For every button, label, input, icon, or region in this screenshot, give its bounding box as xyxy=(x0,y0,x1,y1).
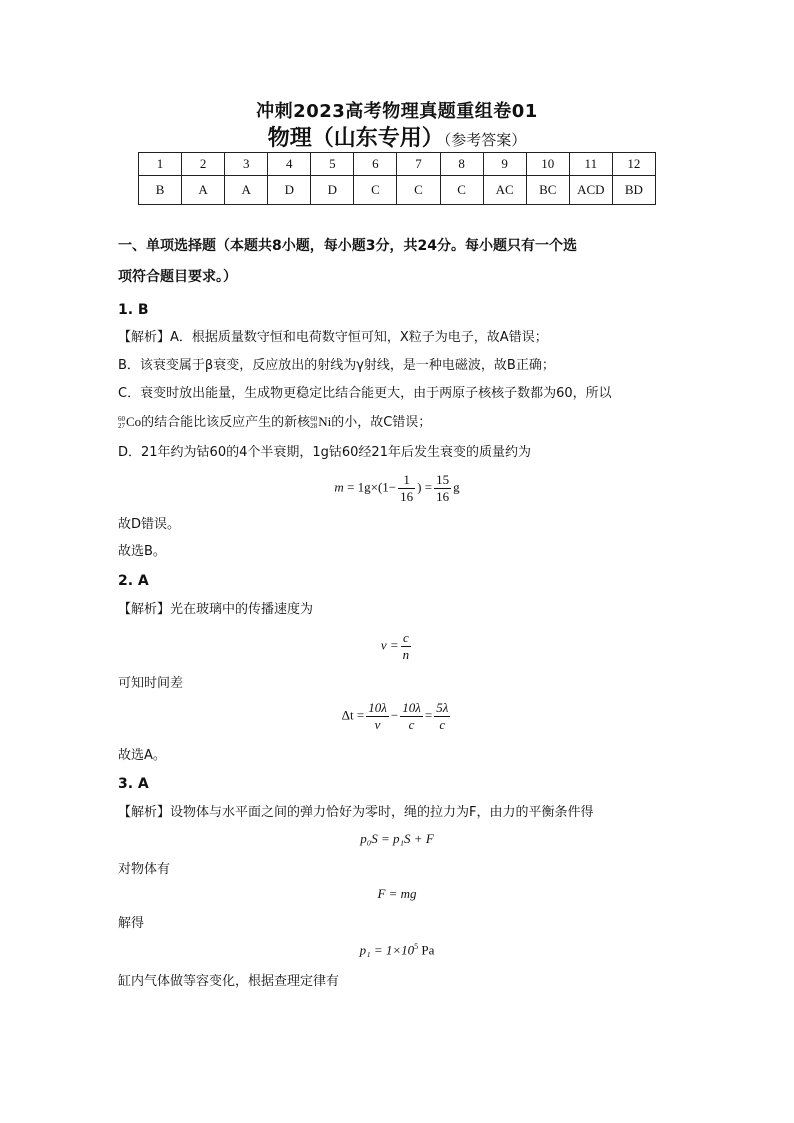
eq-unit: Pa xyxy=(418,942,435,958)
q2-analysis-line: 可知时间差 xyxy=(118,676,184,691)
fraction xyxy=(434,472,451,505)
answer-cell: C xyxy=(440,176,483,205)
q1-analysis-line: C．衰变时放出能量，生成物更稳定比结合能更大，由于两原子核核子数都为60，所以 xyxy=(118,386,612,401)
q2-choice: 故选A。 xyxy=(118,748,166,763)
fraction-denominator: 16 xyxy=(436,489,450,504)
answer-table-answer-row xyxy=(139,176,656,205)
q1-conclusion: 故D错误。 xyxy=(118,517,181,532)
answer-cell: C xyxy=(354,176,397,205)
q1-analysis-line: 【解析】A．根据质量数守恒和电荷数守恒可知，X粒子为电子，故A错误； xyxy=(118,330,548,345)
document-title: 冲刺2023高考物理真题重组卷01 xyxy=(256,101,538,122)
fraction-denominator: c xyxy=(439,717,446,732)
q3-analysis-line: 缸内气体做等容变化，根据查理定律有 xyxy=(118,974,340,989)
ni-atomic-number: 28 xyxy=(310,421,318,430)
answer-cell: A xyxy=(182,176,225,205)
q2-answer-number: 2. A xyxy=(118,573,149,589)
fraction-numerator: 10λ xyxy=(402,700,421,715)
q1-answer-number: 1. B xyxy=(118,302,149,318)
answer-cell: D xyxy=(311,176,354,205)
subject-title: 物理（山东专用） xyxy=(267,126,444,151)
nickel-nuclide xyxy=(310,412,331,433)
q1-analysis-line: D．21年约为钴60的4个半衰期，1g钴60经21年后发生衰变的质量约为 xyxy=(118,445,531,460)
fraction-numerator: 5λ xyxy=(436,700,449,715)
eq-exponent: 5 xyxy=(414,942,419,951)
eq-unit: g xyxy=(453,479,460,495)
section-heading-line1: 一、单项选择题（本题共8小题，每小题3分，共24分。每小题只有一个选 xyxy=(118,238,577,254)
fraction-numerator: 1 xyxy=(398,472,415,489)
answer-cell: BC xyxy=(526,176,569,205)
ni-symbol: Ni xyxy=(318,414,332,429)
answer-table-number-row xyxy=(139,153,656,176)
fraction-numerator: c xyxy=(401,630,412,647)
fraction xyxy=(400,700,423,733)
q2-equation-speed xyxy=(0,630,794,663)
answer-cell: A xyxy=(225,176,268,205)
ni-mass-number: 60 xyxy=(310,414,318,423)
eq-text: p₁ = 1×10 xyxy=(359,942,415,958)
answer-cell: C xyxy=(397,176,440,205)
fraction-denominator: v xyxy=(374,717,381,732)
question-number-cell: 10 xyxy=(526,153,569,176)
eq-text: = xyxy=(424,707,433,723)
q1-choice: 故选B。 xyxy=(118,544,166,559)
fraction xyxy=(366,700,389,733)
fraction-numerator: 15 xyxy=(436,472,450,487)
question-number-cell: 5 xyxy=(311,153,354,176)
q1-analysis-line-nuclides xyxy=(118,412,431,433)
eq-text: − xyxy=(390,707,399,723)
q3-answer-number: 3. A xyxy=(118,776,149,792)
co-mass-number: 60 xyxy=(118,414,125,423)
question-number-cell: 12 xyxy=(612,153,655,176)
q1-line4-end: 的小，故C错误； xyxy=(331,415,432,430)
eq-text: = 1g×(1− xyxy=(347,479,397,495)
question-number-cell: 9 xyxy=(483,153,526,176)
answer-key-label: （参考答案） xyxy=(443,131,527,149)
answer-table xyxy=(138,152,656,205)
q2-equation-time-difference xyxy=(0,700,794,733)
document-subtitle xyxy=(0,121,794,152)
answer-cell: AC xyxy=(483,176,526,205)
fraction-numerator: 10λ xyxy=(368,700,387,715)
question-number-cell: 11 xyxy=(569,153,612,176)
fraction xyxy=(434,700,450,733)
q1-equation xyxy=(0,472,794,505)
cobalt-nuclide xyxy=(118,412,141,433)
section-heading-line2: 项符合题目要求。） xyxy=(118,269,237,285)
q3-equation-pressure xyxy=(0,942,794,958)
co-symbol: Co xyxy=(126,414,142,429)
question-number-cell: 2 xyxy=(182,153,225,176)
q3-equation-weight: F = mg xyxy=(377,886,417,901)
eq-text: v = xyxy=(380,637,399,653)
q2-analysis-line: 【解析】光在玻璃中的传播速度为 xyxy=(118,602,314,617)
q3-analysis-line: 解得 xyxy=(118,916,145,931)
answer-cell: D xyxy=(268,176,311,205)
fraction-denominator: 16 xyxy=(400,489,414,504)
fraction xyxy=(401,630,412,663)
answer-cell: ACD xyxy=(569,176,612,205)
answer-cell: BD xyxy=(612,176,655,205)
question-number-cell: 4 xyxy=(268,153,311,176)
q3-analysis-line: 【解析】设物体与水平面之间的弹力恰好为零时，绳的拉力为F，由力的平衡条件得 xyxy=(118,805,594,820)
q3-analysis-line: 对物体有 xyxy=(118,862,171,877)
fraction xyxy=(398,472,415,505)
question-number-cell: 1 xyxy=(139,153,182,176)
fraction-denominator: n xyxy=(402,647,410,662)
q1-analysis-line: B．该衰变属于β衰变，反应放出的射线为γ射线，是一种电磁波，故B正确； xyxy=(118,358,555,373)
fraction-denominator: c xyxy=(408,717,415,732)
eq-var: m xyxy=(334,479,344,495)
question-number-cell: 6 xyxy=(354,153,397,176)
question-number-cell: 8 xyxy=(440,153,483,176)
question-number-cell: 3 xyxy=(225,153,268,176)
q1-line4-text: 的结合能比该反应产生的新核 xyxy=(141,415,311,430)
co-atomic-number: 27 xyxy=(118,421,125,430)
eq-text: Δt = xyxy=(341,707,365,723)
answer-cell: B xyxy=(139,176,182,205)
q3-equation-balance: p₀S = p₁S + F xyxy=(360,831,434,846)
eq-text: ) = xyxy=(417,479,433,495)
question-number-cell: 7 xyxy=(397,153,440,176)
